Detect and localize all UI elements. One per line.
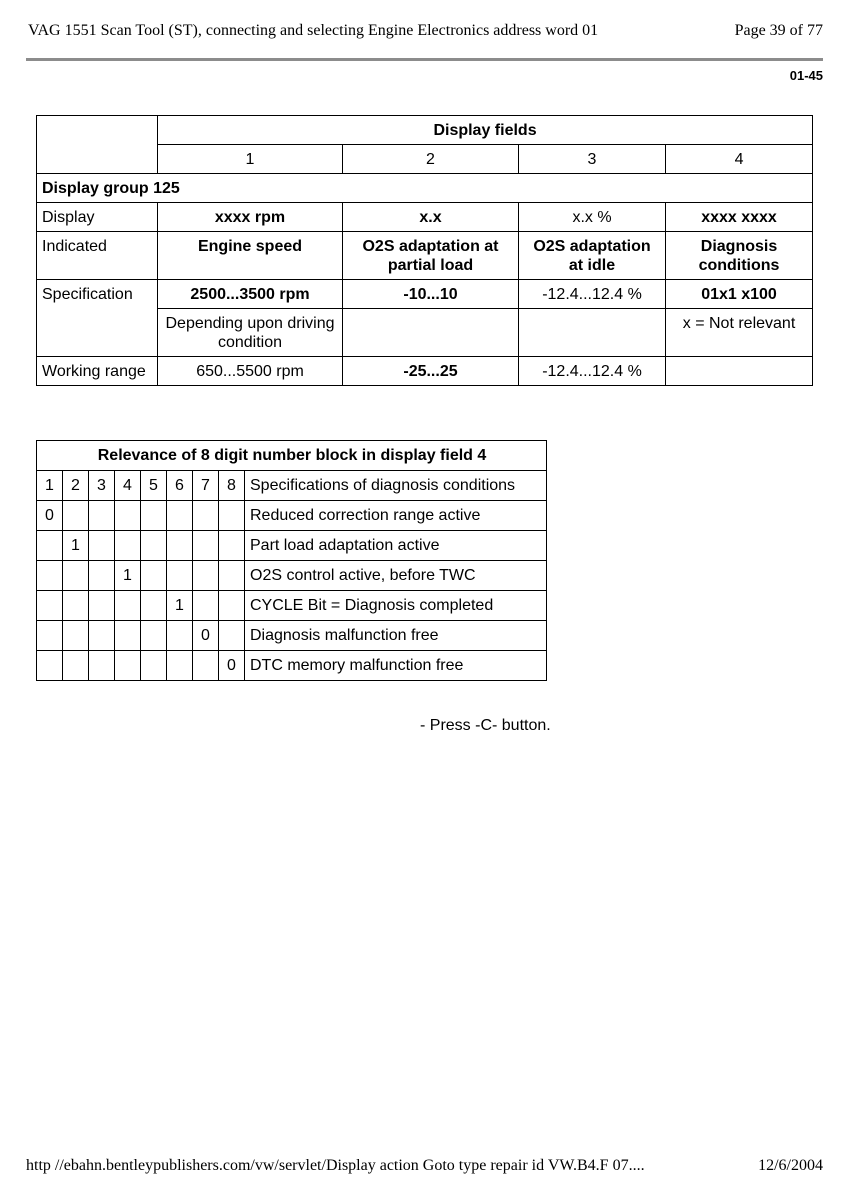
table-row: [37, 561, 547, 591]
table-row: [37, 203, 813, 232]
table-row: [37, 501, 547, 531]
display-group-table: [36, 115, 813, 386]
digit-cell: [219, 531, 245, 561]
digit-cell: [115, 531, 141, 561]
table-cell: Engine speed: [158, 232, 343, 280]
condition-description: Part load adaptation active: [245, 531, 547, 561]
condition-description: DTC memory malfunction free: [245, 651, 547, 681]
table-cell: x.x %: [519, 203, 666, 232]
table-cell: -12.4...12.4 %: [519, 280, 666, 309]
digit-cell: [63, 621, 89, 651]
digit-cell: [141, 531, 167, 561]
table-row: [37, 591, 547, 621]
digit-cell: [193, 561, 219, 591]
table-row: [37, 531, 547, 561]
row-label: Indicated: [37, 232, 158, 280]
table-cell: O2S adaptation at partial load: [343, 232, 519, 280]
digit-cell: 1: [115, 561, 141, 591]
relevance-table-title: Relevance of 8 digit number block in display field 4: [37, 441, 547, 471]
table-cell: O2S adaptation at idle: [519, 232, 666, 280]
digit-cell: [115, 621, 141, 651]
digit-cell: 0: [219, 651, 245, 681]
table-cell: xxxx xxxx: [666, 203, 813, 232]
digit-header: 8: [219, 471, 245, 501]
condition-description: CYCLE Bit = Diagnosis completed: [245, 591, 547, 621]
digit-header: 7: [193, 471, 219, 501]
table-cell: 01x1 x100: [666, 280, 813, 309]
table-corner-cell: [37, 116, 158, 174]
digit-cell: [167, 501, 193, 531]
digit-cell: [37, 651, 63, 681]
header-rule: [26, 58, 823, 61]
digit-cell: [141, 591, 167, 621]
table-cell: -25...25: [343, 357, 519, 386]
table-cell: [666, 357, 813, 386]
digit-header: 5: [141, 471, 167, 501]
digit-cell: [115, 591, 141, 621]
table-row: [37, 621, 547, 651]
field-number: 4: [666, 145, 813, 174]
digit-cell: [167, 561, 193, 591]
table-cell: x = Not relevant: [666, 309, 813, 357]
digit-header: 3: [89, 471, 115, 501]
digit-cell: [219, 561, 245, 591]
digit-cell: [219, 591, 245, 621]
table-cell: x.x: [343, 203, 519, 232]
digit-cell: [193, 531, 219, 561]
digit-cell: [219, 501, 245, 531]
digit-cell: [89, 651, 115, 681]
condition-description: Diagnosis malfunction free: [245, 621, 547, 651]
digit-header: 1: [37, 471, 63, 501]
digit-cell: [193, 651, 219, 681]
digit-cell: 0: [193, 621, 219, 651]
row-label: Specification: [37, 280, 158, 357]
table-cell: 650...5500 rpm: [158, 357, 343, 386]
condition-description: O2S control active, before TWC: [245, 561, 547, 591]
row-label: Display: [37, 203, 158, 232]
table-cell: [343, 309, 519, 357]
digit-cell: [141, 621, 167, 651]
table-row: [37, 651, 547, 681]
digit-cell: [89, 561, 115, 591]
table-cell: Depending upon driving condition: [158, 309, 343, 357]
digit-cell: 0: [37, 501, 63, 531]
table-cell: xxxx rpm: [158, 203, 343, 232]
section-number: 01-45: [789, 68, 823, 83]
digit-cell: [37, 531, 63, 561]
digit-cell: [193, 591, 219, 621]
field-number: 2: [343, 145, 519, 174]
table-cell: -10...10: [343, 280, 519, 309]
digit-cell: [63, 591, 89, 621]
digit-cell: [167, 651, 193, 681]
display-group-label: Display group 125: [37, 174, 813, 203]
table-row: [37, 232, 813, 280]
digit-cell: [193, 501, 219, 531]
digit-cell: [141, 651, 167, 681]
digit-cell: 1: [167, 591, 193, 621]
digit-cell: [141, 561, 167, 591]
footer-url: http //ebahn.bentleypublishers.com/vw/servlet/Display action Goto type repair id VW.B4.F 07....: [26, 1157, 645, 1174]
relevance-table: [36, 440, 547, 681]
digit-header: 2: [63, 471, 89, 501]
description-header: Specifications of diagnosis conditions: [245, 471, 547, 501]
digit-cell: [89, 621, 115, 651]
digit-cell: [89, 591, 115, 621]
table-row: [37, 280, 813, 309]
table-cell: Diagnosis conditions: [666, 232, 813, 280]
condition-description: Reduced correction range active: [245, 501, 547, 531]
instruction-text: - Press -C- button.: [420, 717, 551, 734]
digit-cell: [63, 501, 89, 531]
table-row: [37, 357, 813, 386]
digit-cell: [89, 531, 115, 561]
digit-cell: [167, 531, 193, 561]
display-fields-header: Display fields: [158, 116, 813, 145]
footer-date: 12/6/2004: [758, 1157, 823, 1174]
digit-cell: 1: [63, 531, 89, 561]
relevance-header-row: [37, 471, 547, 501]
field-number: 3: [519, 145, 666, 174]
digit-cell: [37, 591, 63, 621]
digit-cell: [37, 621, 63, 651]
table-cell: 2500...3500 rpm: [158, 280, 343, 309]
digit-cell: [63, 561, 89, 591]
page-number: Page 39 of 77: [734, 22, 823, 39]
digit-cell: [37, 561, 63, 591]
digit-cell: [115, 651, 141, 681]
row-label: Working range: [37, 357, 158, 386]
digit-cell: [219, 621, 245, 651]
digit-cell: [89, 501, 115, 531]
digit-header: 6: [167, 471, 193, 501]
digit-header: 4: [115, 471, 141, 501]
digit-cell: [63, 651, 89, 681]
table-cell: -12.4...12.4 %: [519, 357, 666, 386]
page-header-title: VAG 1551 Scan Tool (ST), connecting and selecting Engine Electronics address word 01: [28, 22, 599, 39]
table-cell: [519, 309, 666, 357]
digit-cell: [167, 621, 193, 651]
digit-cell: [115, 501, 141, 531]
digit-cell: [141, 501, 167, 531]
field-number: 1: [158, 145, 343, 174]
